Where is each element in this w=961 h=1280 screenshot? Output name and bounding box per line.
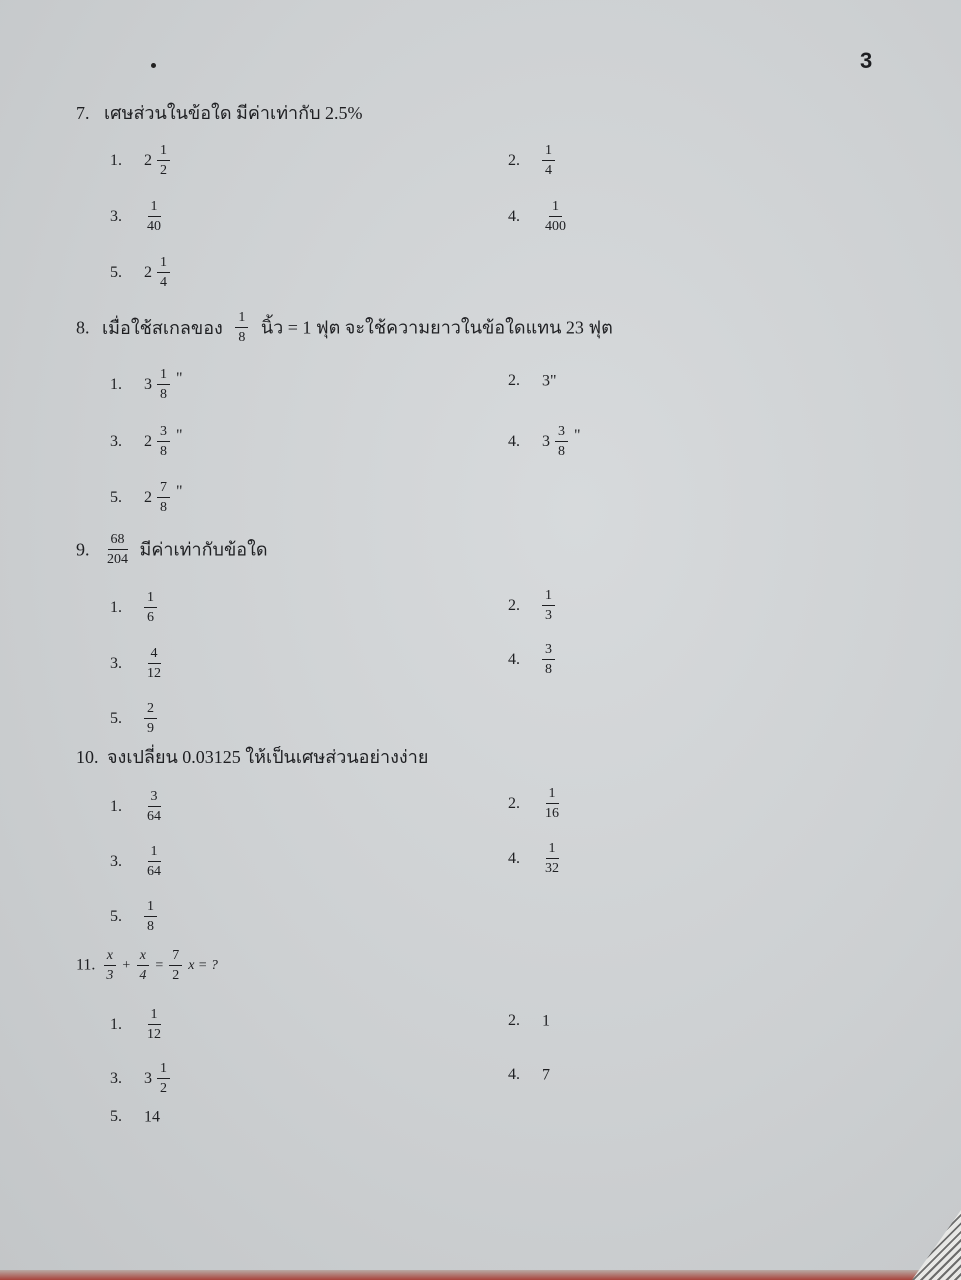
- page-bottom-edge: [0, 1270, 961, 1280]
- numerator: 1: [546, 786, 559, 804]
- option-value: 7: [542, 1066, 550, 1084]
- numerator: 4: [148, 646, 161, 664]
- q11-option-3: [110, 1061, 170, 1096]
- fraction: [144, 701, 157, 736]
- denominator: 2: [160, 163, 167, 178]
- q8-option-4: [508, 424, 581, 459]
- numerator: 1: [157, 1061, 170, 1079]
- q9-option-5: [110, 701, 157, 736]
- q8-option-5: [110, 480, 183, 515]
- denominator: 64: [147, 864, 161, 879]
- question-11: [76, 948, 220, 983]
- question-text: มีค่าเท่ากับข้อใด: [139, 539, 268, 560]
- option-number: 4.: [508, 432, 520, 450]
- q8-option-2: [508, 372, 557, 390]
- question-text-end: นิ้ว = 1 ฟุต จะใช้ความยาวในข้อใดแทน 23 ฟุต: [260, 317, 613, 338]
- option-value: 14: [144, 1108, 160, 1126]
- option-number: 5.: [110, 907, 122, 925]
- fraction: [542, 588, 555, 623]
- option-number: 5.: [110, 709, 122, 727]
- fraction: [144, 1007, 164, 1042]
- speck-mark: [151, 63, 156, 68]
- numerator: 1: [546, 841, 559, 859]
- question-9: [76, 532, 268, 567]
- option-number: 1.: [110, 598, 122, 616]
- equals-sign: =: [155, 957, 164, 973]
- fraction: [157, 367, 170, 402]
- option-number: 4.: [508, 849, 520, 867]
- denominator: 8: [160, 500, 167, 515]
- fraction: [104, 532, 131, 567]
- fraction: [542, 642, 555, 677]
- option-number: 5.: [110, 263, 122, 281]
- denominator: 204: [107, 552, 128, 567]
- denominator: 400: [545, 219, 566, 234]
- option-number: 3.: [110, 654, 122, 672]
- fraction: [542, 143, 555, 178]
- numerator: 1: [235, 310, 248, 328]
- option-number: 2.: [508, 596, 520, 614]
- numerator: 1: [144, 899, 157, 917]
- plus-sign: +: [122, 957, 131, 973]
- numerator: 1: [157, 143, 170, 161]
- denominator: 8: [558, 444, 565, 459]
- option-number: 5.: [110, 1108, 122, 1126]
- q10-option-2: [508, 786, 562, 821]
- fraction: [157, 480, 170, 515]
- option-number: 4.: [508, 207, 520, 225]
- fraction: [542, 199, 569, 234]
- option-number: 1.: [110, 375, 122, 393]
- numerator: 1: [549, 199, 562, 217]
- fraction: [144, 899, 157, 934]
- q8-option-3: [110, 424, 183, 459]
- denominator: 8: [545, 662, 552, 677]
- denominator: 4: [545, 163, 552, 178]
- equation-tail: x = ?: [188, 957, 218, 973]
- fraction: [235, 310, 248, 345]
- page-number: 3: [860, 48, 873, 73]
- numerator: 1: [542, 143, 555, 161]
- denominator: 3: [545, 608, 552, 623]
- numerator: 2: [144, 701, 157, 719]
- question-7: [76, 102, 363, 124]
- whole-number: 3: [144, 1069, 152, 1087]
- q10-option-1: [110, 789, 164, 824]
- numerator: 7: [157, 480, 170, 498]
- question-8: [76, 310, 613, 345]
- option-number: 4.: [508, 650, 520, 668]
- denominator: 2: [172, 968, 180, 983]
- question-number: 10.: [76, 747, 99, 767]
- option-value: 1: [542, 1012, 550, 1030]
- q9-option-2: [508, 588, 555, 623]
- fraction: [144, 844, 164, 879]
- fraction: [157, 255, 170, 290]
- option-number: 3.: [110, 207, 122, 225]
- question-text: จงเปลี่ยน 0.03125 ให้เป็นเศษส่วนอย่างง่าย: [107, 747, 429, 767]
- q11-option-2: [508, 1012, 550, 1030]
- question-number: 9.: [76, 539, 90, 560]
- denominator: 8: [147, 919, 154, 934]
- question-number: 11.: [76, 956, 96, 974]
- fraction: [144, 789, 164, 824]
- q9-option-1: [110, 590, 157, 625]
- q8-option-1: [110, 367, 183, 402]
- denominator: 3: [106, 968, 114, 983]
- inch-mark: ": [176, 369, 183, 387]
- denominator: 6: [147, 610, 154, 625]
- option-number: 5.: [110, 488, 122, 506]
- q7-option-5: [110, 255, 170, 290]
- numerator: 1: [144, 590, 157, 608]
- numerator: x: [104, 948, 116, 966]
- numerator: 1: [157, 255, 170, 273]
- numerator: 3: [555, 424, 568, 442]
- q7-option-2: [508, 143, 555, 178]
- numerator: 1: [148, 1007, 161, 1025]
- numerator: x: [137, 948, 149, 966]
- inch-mark: ": [176, 482, 183, 500]
- fraction: [157, 424, 170, 459]
- denominator: 4: [139, 968, 147, 983]
- inch-mark: ": [176, 426, 183, 444]
- whole-number: 3: [144, 375, 152, 393]
- numerator: 1: [148, 844, 161, 862]
- fraction: [157, 143, 170, 178]
- numerator: 3: [542, 642, 555, 660]
- whole-number: 2: [144, 263, 152, 281]
- denominator: 32: [545, 861, 559, 876]
- q7-option-1: [110, 143, 170, 178]
- q9-option-4: [508, 642, 555, 677]
- fraction: [136, 948, 149, 983]
- option-number: 1.: [110, 151, 122, 169]
- option-number: 2.: [508, 151, 520, 169]
- denominator: 8: [160, 387, 167, 402]
- numerator: 1: [148, 199, 161, 217]
- fraction: [555, 424, 568, 459]
- question-number: 7.: [76, 103, 90, 123]
- whole-number: 2: [144, 488, 152, 506]
- fraction: [144, 590, 157, 625]
- denominator: 12: [147, 1027, 161, 1042]
- numerator: 3: [157, 424, 170, 442]
- q11-option-4: [508, 1066, 550, 1084]
- fraction: [169, 948, 182, 983]
- fraction: [103, 948, 116, 983]
- denominator: 2: [160, 1081, 167, 1096]
- q11-option-1: [110, 1007, 164, 1042]
- denominator: 16: [545, 806, 559, 821]
- option-number: 1.: [110, 1015, 122, 1033]
- whole-number: 3: [542, 432, 550, 450]
- denominator: 9: [147, 721, 154, 736]
- option-number: 2.: [508, 372, 520, 390]
- option-number: 2.: [508, 1012, 520, 1030]
- option-value: 3": [542, 372, 557, 390]
- fraction: [157, 1061, 170, 1096]
- denominator: 4: [160, 275, 167, 290]
- inch-mark: ": [574, 426, 581, 444]
- numerator: 1: [157, 367, 170, 385]
- numerator: 68: [108, 532, 128, 550]
- q7-option-3: [110, 199, 164, 234]
- question-text-start: เมื่อใช้สเกลของ: [102, 317, 223, 338]
- denominator: 8: [160, 444, 167, 459]
- option-number: 2.: [508, 794, 520, 812]
- numerator: 3: [148, 789, 161, 807]
- q7-option-4: [508, 199, 569, 234]
- question-number: 8.: [76, 317, 90, 338]
- q10-option-3: [110, 844, 164, 879]
- q10-option-5: [110, 899, 157, 934]
- q9-option-3: [110, 646, 164, 681]
- denominator: 12: [147, 666, 161, 681]
- denominator: 64: [147, 809, 161, 824]
- question-10: [76, 746, 428, 768]
- denominator: 8: [238, 330, 246, 345]
- option-number: 4.: [508, 1066, 520, 1084]
- option-number: 1.: [110, 797, 122, 815]
- option-number: 3.: [110, 432, 122, 450]
- fraction: [542, 786, 562, 821]
- fraction: [542, 841, 562, 876]
- numerator: 7: [169, 948, 182, 966]
- numerator: 1: [542, 588, 555, 606]
- whole-number: 2: [144, 432, 152, 450]
- fraction: [144, 646, 164, 681]
- whole-number: 2: [144, 151, 152, 169]
- question-text: เศษส่วนในข้อใด มีค่าเท่ากับ 2.5%: [104, 103, 363, 123]
- option-number: 3.: [110, 852, 122, 870]
- denominator: 40: [147, 219, 161, 234]
- q10-option-4: [508, 841, 562, 876]
- option-number: 3.: [110, 1069, 122, 1087]
- fraction: [144, 199, 164, 234]
- q11-option-5: [110, 1108, 160, 1126]
